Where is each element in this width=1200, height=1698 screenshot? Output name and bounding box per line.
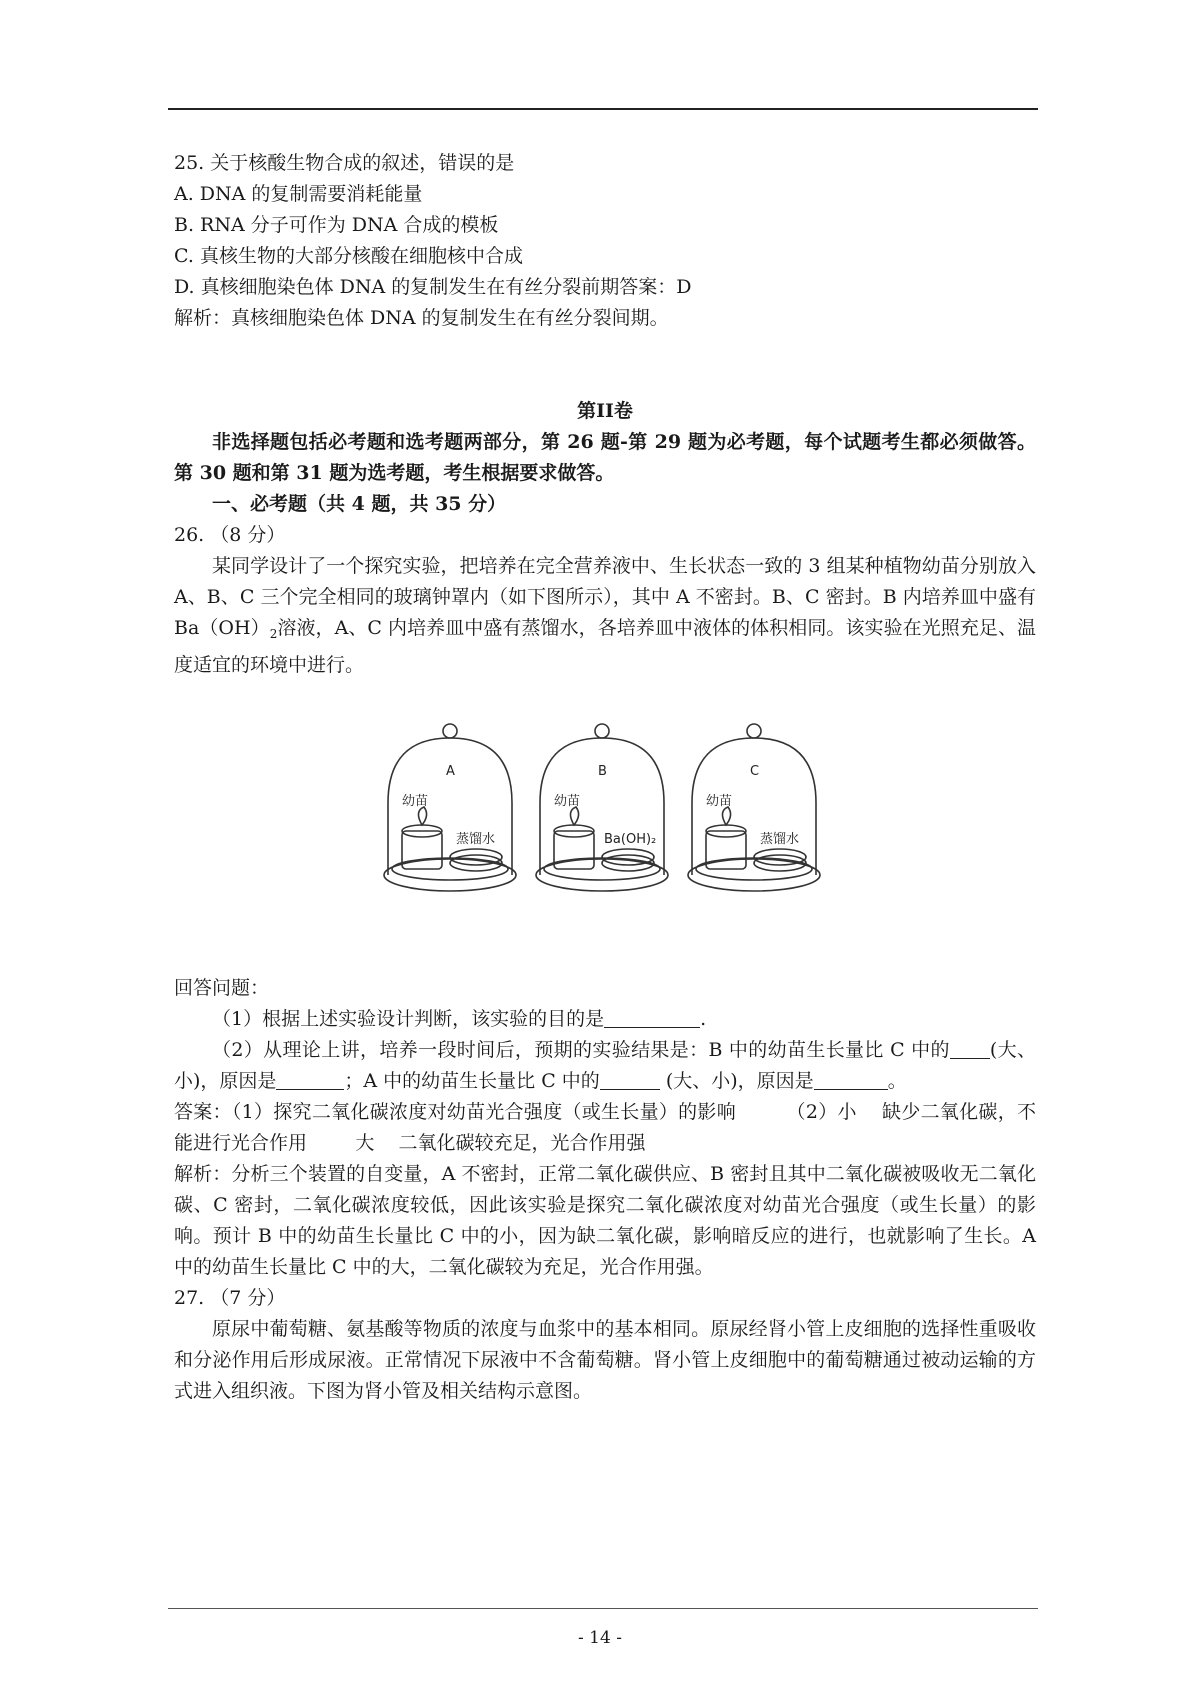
footer-rule (168, 1608, 1038, 1609)
jar-b-seedling-label: 幼苗 (554, 794, 581, 809)
q26-sub1-text: （1）根据上述实验设计判断，该实验的目的是 (212, 1008, 605, 1030)
q26-sub2-c: ；A 中的幼苗生长量比 C 中的 (344, 1070, 600, 1092)
bell-jar-diagram (380, 693, 830, 955)
q26-stem-pre: 某同学设计了一个探究实验，把培养在完全营养液中、生长状态一致的 3 组某种植物幼苗分别放入 A、B、C 三个完全相同的玻璃钟罩内（如下图所示），其中 A 不密封。B、C 密封。B 内培养皿中盛有 Ba（OH） (174, 555, 1036, 639)
q27-number: 27. （7 分） (174, 1287, 286, 1309)
header-rule (168, 108, 1038, 110)
jar-b-dish-label: Ba(OH)₂ (604, 832, 657, 847)
q27-stem: 原尿中葡萄糖、氨基酸等物质的浓度与血浆中的基本相同。原尿经肾小管上皮细胞的选择性重吸收和分泌作用后形成尿液。正常情况下尿液中不含葡萄糖。肾小管上皮细胞中的葡萄糖通过被动运输的方式进入组织液。下图为肾小管及相关结构示意图。 (174, 1318, 1036, 1402)
q26-number: 26. （8 分） (174, 524, 286, 546)
q25-option-b: B. RNA 分子可作为 DNA 合成的模板 (174, 214, 499, 236)
answer-blank-5[interactable] (814, 1069, 888, 1090)
page-content (174, 148, 1036, 1407)
q26-answer: 答案：（1）探究二氧化碳浓度对幼苗光合强度（或生长量）的影响 （2）小 缺少二氧化碳，不能进行光合作用 大 二氧化碳较充足，光合作用强 (174, 1101, 1036, 1154)
answer-blank-1[interactable] (604, 1007, 700, 1028)
q26-sub2-e: 。 (887, 1070, 907, 1092)
bell-jar-figure (174, 693, 1036, 961)
q25-analysis: 解析：真核细胞染色体 DNA 的复制发生在有丝分裂间期。 (174, 307, 669, 329)
jar-c-label: C (750, 764, 760, 779)
q25-option-c: C. 真核生物的大部分核酸在细胞核中合成 (174, 245, 523, 267)
jar-a-dish-label: 蒸馏水 (456, 832, 496, 847)
page-number: - 14 - (578, 1628, 622, 1648)
jar-c-dish-label: 蒸馏水 (760, 832, 800, 847)
q26-stem-subscript: 2 (269, 627, 278, 641)
q25-option-d: D. 真核细胞染色体 DNA 的复制发生在有丝分裂前期答案：D (174, 276, 692, 298)
q26-prompt: 回答问题： (174, 977, 270, 999)
section-title: 第II卷 (577, 400, 633, 422)
part-heading: 一、必考题（共 4 题，共 35 分） (212, 493, 507, 515)
section-intro: 非选择题包括必考题和选考题两部分，第 26 题-第 29 题为必考题，每个试题考生都必须做答。第 30 题和第 31 题为选考题，考生根据要求做答。 (174, 431, 1036, 484)
bell-jar-a (384, 724, 516, 891)
q26-stem (174, 551, 1036, 681)
q26-sub2 (174, 1035, 1036, 1097)
q26-analysis: 解析：分析三个装置的自变量，A 不密封，正常二氧化碳供应、B 密封且其中二氧化碳被吸收无二氧化碳、C 密封，二氧化碳浓度较低，因此该实验是探究二氧化碳浓度对幼苗光合强度（或生长量）的影响。预计 B 中的幼苗生长量比 C 中的小，因为缺二氧化碳，影响暗反应的进行，也就影响了生长。A 中的幼苗生长量比 C 中的大，二氧化碳较为充足，光合作用强。 (174, 1163, 1036, 1278)
q25-stem: 25. 关于核酸生物合成的叙述，错误的是 (174, 152, 515, 174)
bell-jar-b (536, 724, 668, 891)
bell-jar-c (688, 724, 820, 891)
answer-blank-4[interactable] (600, 1069, 660, 1090)
q26-sub2-b: (大、小)，原因是 (174, 1039, 1036, 1092)
q26-stem-post: 溶液，A、C 内培养皿中盛有蒸馏水，各培养皿中液体的体积相同。该实验在光照充足、温度适宜的环境中进行。 (174, 617, 1037, 676)
jar-b-label: B (598, 764, 607, 779)
jar-c-seedling-label: 幼苗 (706, 794, 733, 809)
q25-option-a: A. DNA 的复制需要消耗能量 (174, 183, 423, 205)
jar-a-seedling-label: 幼苗 (402, 794, 429, 809)
answer-blank-2[interactable] (950, 1038, 990, 1059)
q26-sub2-a: （2）从理论上讲，培养一段时间后，预期的实验结果是：B 中的幼苗生长量比 C 中的 (212, 1039, 950, 1061)
q26-sub1 (174, 1004, 1036, 1035)
q26-sub2-d: (大、小)，原因是 (659, 1070, 814, 1092)
jar-a-label: A (446, 764, 455, 779)
q26-sub1-end: . (700, 1008, 707, 1030)
answer-blank-3[interactable] (276, 1069, 344, 1090)
